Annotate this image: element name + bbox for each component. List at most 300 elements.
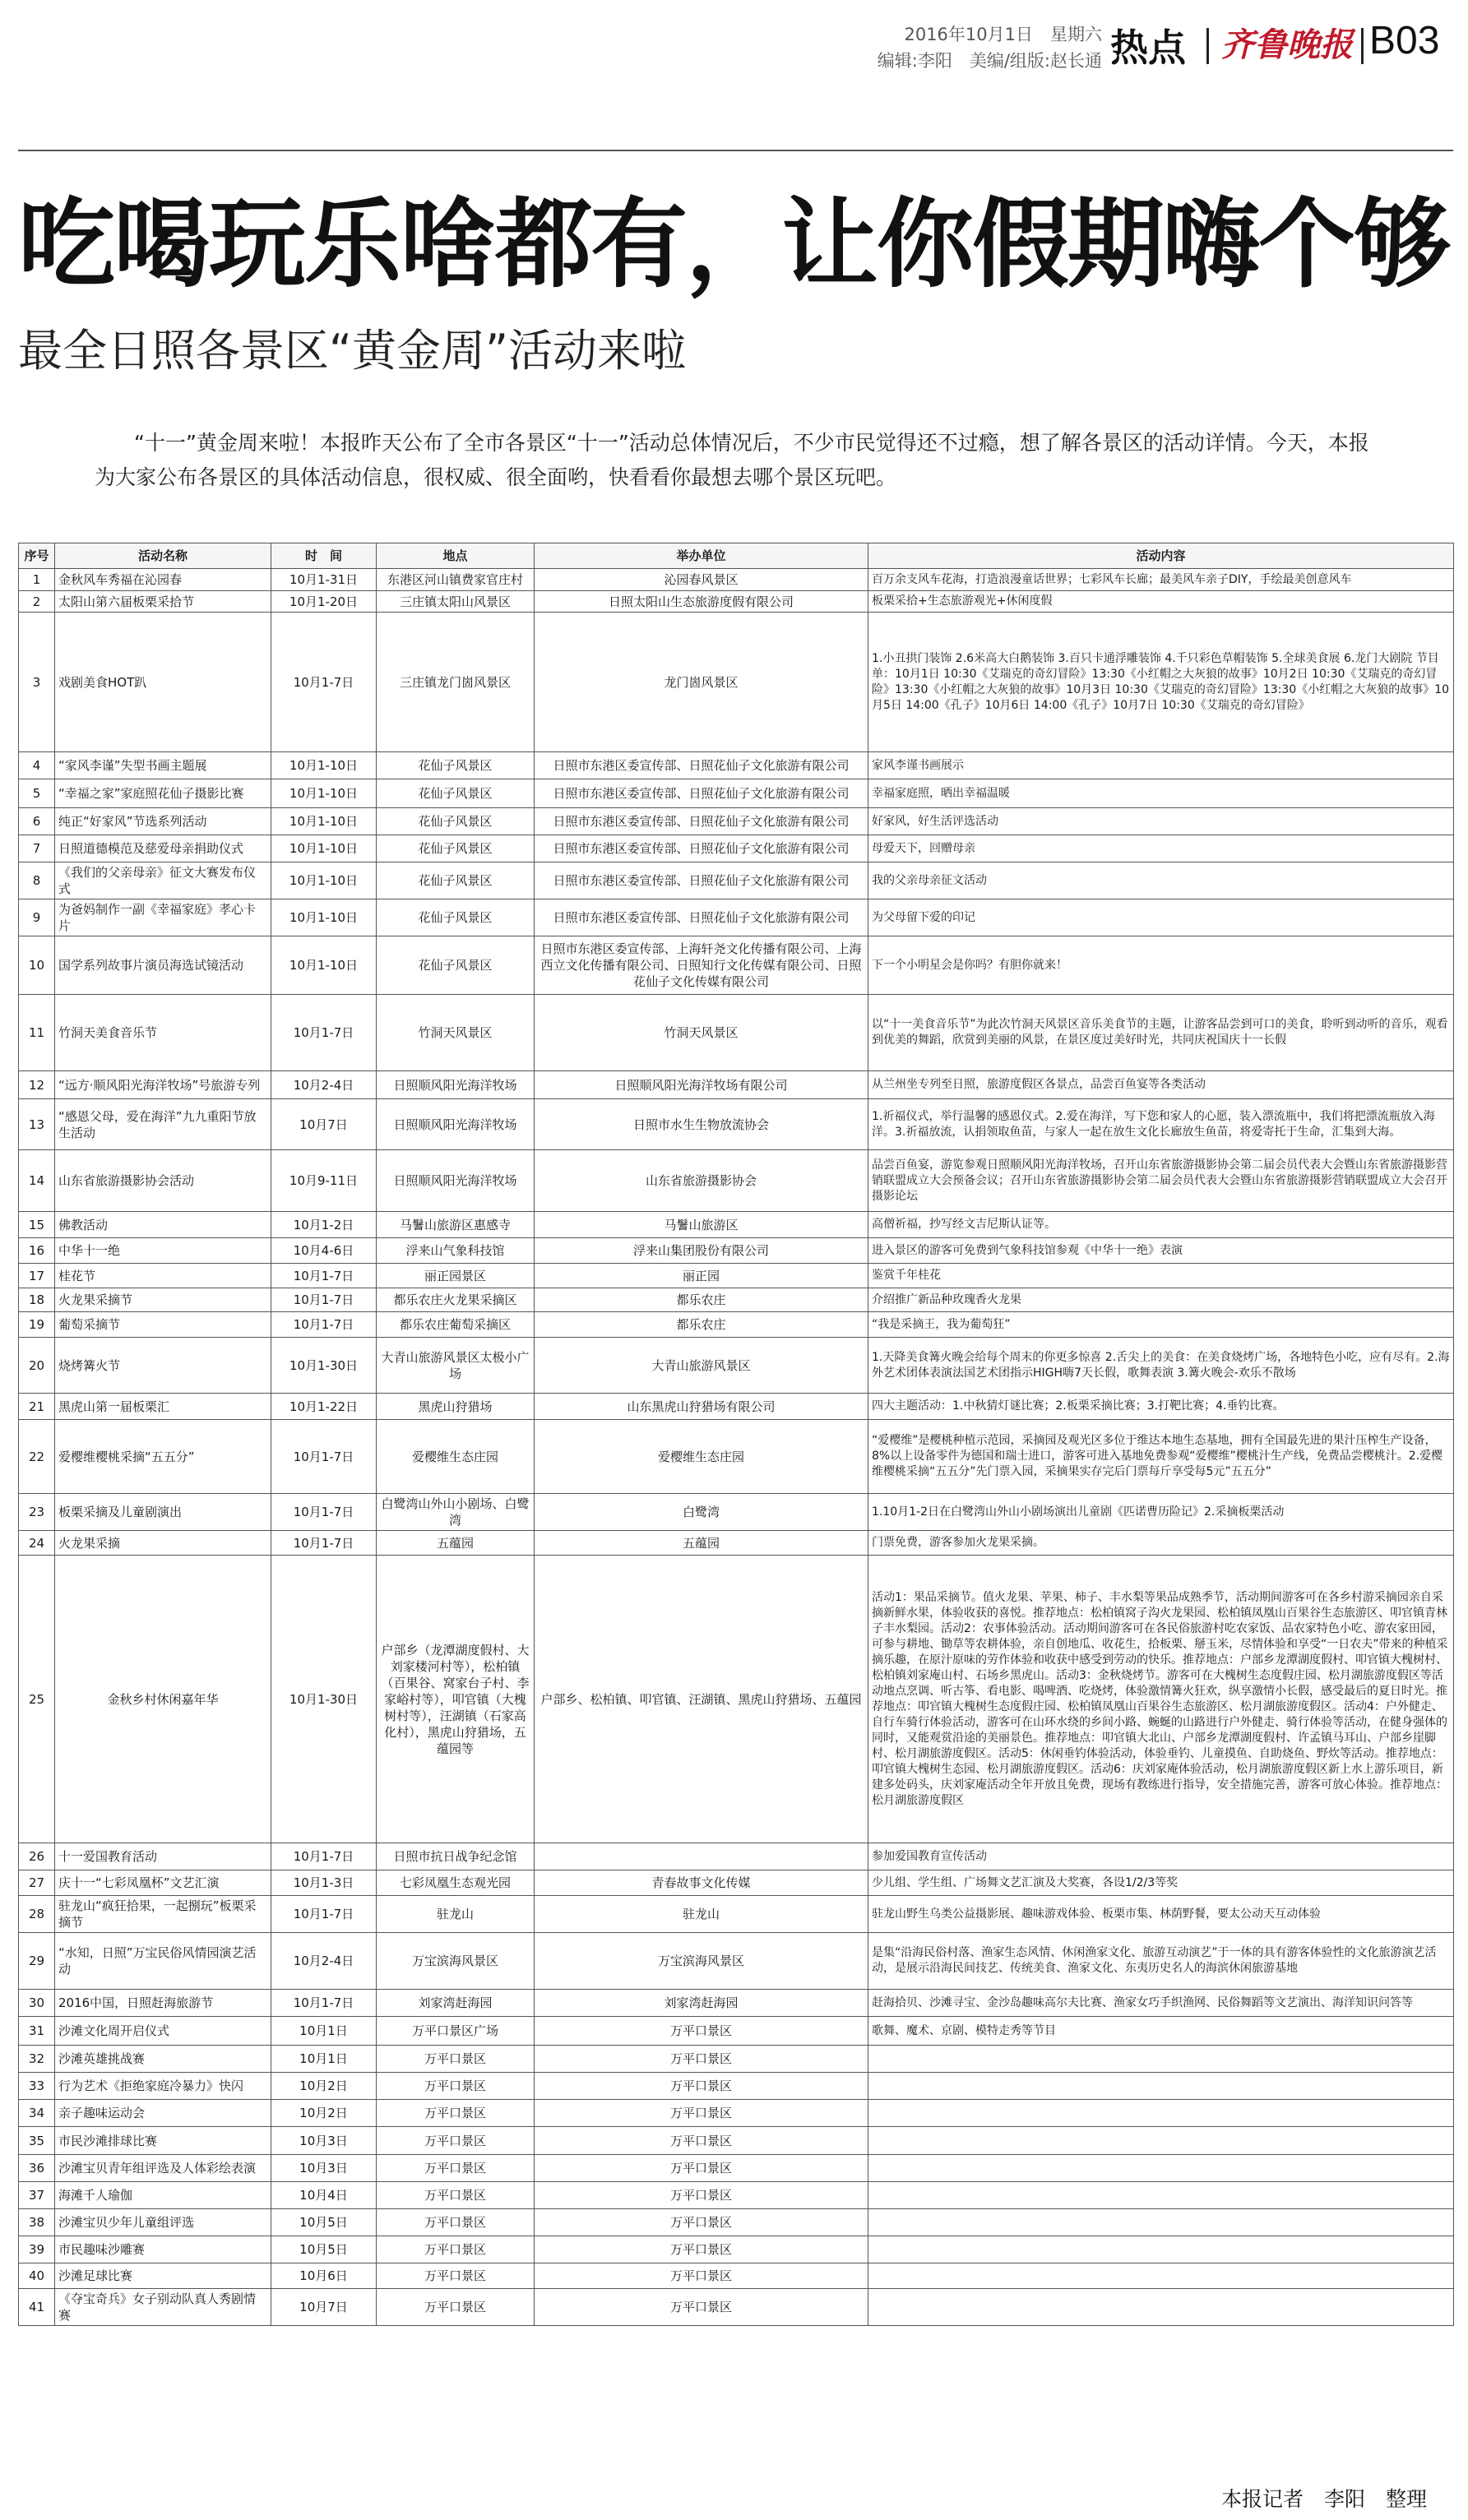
col-header-name: 活动名称 bbox=[55, 543, 271, 569]
cell-no: 40 bbox=[19, 2263, 55, 2289]
cell-activity-name: 中华十一绝 bbox=[55, 1238, 271, 1264]
cell-content: 赶海拾贝、沙滩寻宝、金沙岛趣味高尔夫比赛、渔家女巧手织渔网、民俗舞蹈等文艺演出、海洋知识问答等 bbox=[868, 1990, 1454, 2017]
cell-organizer: 爱樱维生态庄园 bbox=[535, 1420, 868, 1494]
issue-date: 2016年10月1日 星期六 bbox=[904, 25, 1102, 44]
cell-content bbox=[868, 2100, 1454, 2127]
cell-organizer: 青春故事文化传媒 bbox=[535, 1870, 868, 1896]
cell-activity-name: 行为艺术《拒绝家庭冷暴力》快闪 bbox=[55, 2073, 271, 2100]
cell-activity-name: 竹洞天美食音乐节 bbox=[55, 995, 271, 1071]
cell-organizer: 大青山旅游风景区 bbox=[535, 1338, 868, 1394]
cell-activity-name: 市民趣味沙雕赛 bbox=[55, 2236, 271, 2263]
cell-no: 30 bbox=[19, 1990, 55, 2017]
cell-organizer: 万平口景区 bbox=[535, 2209, 868, 2236]
cell-organizer: 都乐农庄 bbox=[535, 1288, 868, 1312]
cell-time: 10月1-7日 bbox=[271, 1420, 377, 1494]
cell-activity-name: 黑虎山第一届板栗汇 bbox=[55, 1394, 271, 1420]
table-row bbox=[19, 808, 1454, 835]
cell-location: 花仙子风景区 bbox=[377, 835, 535, 862]
table-row bbox=[19, 1312, 1454, 1338]
cell-content bbox=[868, 2046, 1454, 2073]
cell-time: 10月1-7日 bbox=[271, 1990, 377, 2017]
cell-location: 东港区河山镇费家官庄村 bbox=[377, 569, 535, 591]
cell-no: 32 bbox=[19, 2046, 55, 2073]
cell-location: 驻龙山 bbox=[377, 1896, 535, 1933]
cell-time: 10月6日 bbox=[271, 2263, 377, 2289]
cell-time: 10月2-4日 bbox=[271, 1071, 377, 1099]
cell-time: 10月3日 bbox=[271, 2127, 377, 2155]
cell-activity-name: 爱樱维樱桃采摘“五五分” bbox=[55, 1420, 271, 1494]
cell-time: 10月1-2日 bbox=[271, 1212, 377, 1238]
cell-content: “爱樱维”是樱桃种植示范园，采摘园及观光区多位于维达本地生态基地，拥有全国最先进的果汁压榨生产设备，8%以上设备零件为德国和瑞士进口，游客可进入基地免费参观“爱樱维”樱桃汁生产线，免费品尝樱桃汁。2.爱樱维樱桃采摘“五五分”先门票入园，采摘果实存完后门票每斤享受每5元”五五分” bbox=[868, 1420, 1454, 1494]
table-row bbox=[19, 1238, 1454, 1264]
cell-no: 24 bbox=[19, 1531, 55, 1556]
activity-table bbox=[18, 543, 1454, 2326]
cell-location: 万平口景区广场 bbox=[377, 2017, 535, 2046]
cell-time: 10月1-7日 bbox=[271, 995, 377, 1071]
table-row bbox=[19, 1556, 1454, 1843]
cell-time: 10月1-30日 bbox=[271, 1338, 377, 1394]
cell-location: 五蕴园 bbox=[377, 1531, 535, 1556]
cell-location: 爱樱维生态庄园 bbox=[377, 1420, 535, 1494]
cell-activity-name: 为爸妈制作一副《幸福家庭》孝心卡片 bbox=[55, 899, 271, 936]
cell-no: 29 bbox=[19, 1933, 55, 1990]
cell-organizer: 五蕴园 bbox=[535, 1531, 868, 1556]
table-row bbox=[19, 569, 1454, 591]
cell-no: 6 bbox=[19, 808, 55, 835]
cell-no: 15 bbox=[19, 1212, 55, 1238]
cell-location: 三庄镇龙门崮风景区 bbox=[377, 613, 535, 752]
cell-no: 38 bbox=[19, 2209, 55, 2236]
table-row bbox=[19, 1150, 1454, 1212]
cell-organizer: 日照市东港区委宣传部、日照花仙子文化旅游有限公司 bbox=[535, 835, 868, 862]
cell-activity-name: 板栗采摘及儿童剧演出 bbox=[55, 1494, 271, 1531]
cell-content bbox=[868, 2155, 1454, 2182]
cell-time: 10月1-10日 bbox=[271, 835, 377, 862]
cell-no: 22 bbox=[19, 1420, 55, 1494]
cell-organizer: 日照市东港区委宣传部、上海轩尧文化传播有限公司、上海西立文化传播有限公司、日照知行文化传媒有限公司、日照花仙子文化传媒有限公司 bbox=[535, 936, 868, 995]
cell-location: 万平口景区 bbox=[377, 2209, 535, 2236]
cell-time: 10月2-4日 bbox=[271, 1933, 377, 1990]
cell-organizer: 万宝滨海风景区 bbox=[535, 1933, 868, 1990]
cell-content: 好家风，好生活评选活动 bbox=[868, 808, 1454, 835]
cell-content bbox=[868, 2236, 1454, 2263]
cell-time: 10月1-10日 bbox=[271, 936, 377, 995]
cell-activity-name: 太阳山第六届板栗采拾节 bbox=[55, 591, 271, 613]
cell-location: 都乐农庄葡萄采摘区 bbox=[377, 1312, 535, 1338]
cell-no: 11 bbox=[19, 995, 55, 1071]
cell-time: 10月1日 bbox=[271, 2046, 377, 2073]
cell-time: 10月1-10日 bbox=[271, 752, 377, 779]
cell-activity-name: “幸福之家”家庭照花仙子摄影比赛 bbox=[55, 779, 271, 808]
cell-activity-name: “水知，日照”万宝民俗风情园演艺活动 bbox=[55, 1933, 271, 1990]
subheadline: 最全日照各景区“黄金周”活动来啦 bbox=[18, 325, 686, 377]
cell-activity-name: “家风李谨”失型书画主题展 bbox=[55, 752, 271, 779]
cell-organizer: 竹洞天风景区 bbox=[535, 995, 868, 1071]
cell-activity-name: 十一爱国教育活动 bbox=[55, 1843, 271, 1870]
cell-organizer: 日照市水生生物放流协会 bbox=[535, 1099, 868, 1150]
table-row bbox=[19, 591, 1454, 613]
cell-content: 高僧祈福，抄写经文吉尼斯认证等。 bbox=[868, 1212, 1454, 1238]
cell-organizer: 都乐农庄 bbox=[535, 1312, 868, 1338]
col-header-time: 时 间 bbox=[271, 543, 377, 569]
cell-content: 下一个小明星会是你吗？有胆你就来！ bbox=[868, 936, 1454, 995]
header-rule bbox=[18, 150, 1453, 151]
table-row bbox=[19, 1933, 1454, 1990]
table-row bbox=[19, 1531, 1454, 1556]
cell-content: “我是采摘王，我为葡萄狂” bbox=[868, 1312, 1454, 1338]
cell-no: 25 bbox=[19, 1556, 55, 1843]
cell-no: 41 bbox=[19, 2289, 55, 2326]
cell-organizer: 浮来山集团股份有限公司 bbox=[535, 1238, 868, 1264]
cell-location: 丽正园景区 bbox=[377, 1264, 535, 1288]
cell-no: 37 bbox=[19, 2182, 55, 2209]
cell-no: 8 bbox=[19, 862, 55, 899]
cell-location: 花仙子风景区 bbox=[377, 779, 535, 808]
table-row bbox=[19, 1099, 1454, 1150]
cell-organizer: 万平口景区 bbox=[535, 2289, 868, 2326]
cell-activity-name: 《夺宝奇兵》女子别动队真人秀剧情赛 bbox=[55, 2289, 271, 2326]
cell-no: 36 bbox=[19, 2155, 55, 2182]
cell-no: 1 bbox=[19, 569, 55, 591]
cell-activity-name: 烧烤篝火节 bbox=[55, 1338, 271, 1394]
cell-activity-name: 沙滩宝贝青年组评选及人体彩绘表演 bbox=[55, 2155, 271, 2182]
cell-location: 日照市抗日战争纪念馆 bbox=[377, 1843, 535, 1870]
table-row bbox=[19, 1870, 1454, 1896]
cell-content bbox=[868, 2073, 1454, 2100]
cell-organizer: 山东省旅游摄影协会 bbox=[535, 1150, 868, 1212]
cell-location: 刘家湾赶海园 bbox=[377, 1990, 535, 2017]
reporter-credit: 本报记者 李阳 整理 bbox=[1221, 2487, 1428, 2511]
cell-location: 黑虎山狩猎场 bbox=[377, 1394, 535, 1420]
cell-no: 34 bbox=[19, 2100, 55, 2127]
cell-time: 10月3日 bbox=[271, 2155, 377, 2182]
cell-activity-name: 葡萄采摘节 bbox=[55, 1312, 271, 1338]
cell-organizer: 沁园春风景区 bbox=[535, 569, 868, 591]
cell-activity-name: 2016中国，日照赶海旅游节 bbox=[55, 1990, 271, 2017]
cell-organizer: 白鹭湾 bbox=[535, 1494, 868, 1531]
cell-no: 27 bbox=[19, 1870, 55, 1896]
cell-no: 2 bbox=[19, 591, 55, 613]
cell-organizer: 万平口景区 bbox=[535, 2017, 868, 2046]
cell-content: 门票免费，游客参加火龙果采摘。 bbox=[868, 1531, 1454, 1556]
cell-location: 浮来山气象科技馆 bbox=[377, 1238, 535, 1264]
cell-organizer: 驻龙山 bbox=[535, 1896, 868, 1933]
cell-organizer: 万平口景区 bbox=[535, 2155, 868, 2182]
cell-activity-name: 山东省旅游摄影协会活动 bbox=[55, 1150, 271, 1212]
cell-location: 花仙子风景区 bbox=[377, 862, 535, 899]
cell-time: 10月1-30日 bbox=[271, 1556, 377, 1843]
cell-organizer: 刘家湾赶海园 bbox=[535, 1990, 868, 2017]
cell-location: 马鬐山旅游区惠感寺 bbox=[377, 1212, 535, 1238]
cell-organizer: 日照顺风阳光海洋牧场有限公司 bbox=[535, 1071, 868, 1099]
cell-location: 万平口景区 bbox=[377, 2127, 535, 2155]
cell-organizer: 日照市东港区委宣传部、日照花仙子文化旅游有限公司 bbox=[535, 862, 868, 899]
table-row bbox=[19, 1264, 1454, 1288]
table-row bbox=[19, 2127, 1454, 2155]
table-row bbox=[19, 752, 1454, 779]
cell-time: 10月1-10日 bbox=[271, 779, 377, 808]
cell-activity-name: 金秋风车秀福在沁园春 bbox=[55, 569, 271, 591]
cell-time: 10月1-20日 bbox=[271, 591, 377, 613]
table-row bbox=[19, 2155, 1454, 2182]
cell-no: 5 bbox=[19, 779, 55, 808]
cell-time: 10月1日 bbox=[271, 2017, 377, 2046]
cell-organizer: 日照市东港区委宣传部、日照花仙子文化旅游有限公司 bbox=[535, 808, 868, 835]
cell-no: 39 bbox=[19, 2236, 55, 2263]
table-row bbox=[19, 835, 1454, 862]
cell-content: 活动1：果品采摘节。值火龙果、苹果、柿子、丰水梨等果品成熟季节，活动期间游客可在各乡村游采摘园亲自采摘新鲜水果，体验收获的喜悦。推荐地点：松柏镇窝子沟火龙果园、松柏镇凤凰山百果谷生态旅游区、叩官镇青林子丰水梨园。活动2：农事体验活动。活动期间游客可在各民俗旅游村吃农家饭、品农家特色小吃、游农家田园，可参与耕地、锄草等农耕体验，亲自创地瓜、收花生，拾板栗、掰玉米，尽情体验和享受“一日农夫”带来的种植采摘乐趣，在原汁原味的劳作体验和收获中感受到劳动的快乐。推荐地点：户部乡龙潭湖度假村、叩官镇大槐树村、松柏镇刘家庵山村、石场乡黑虎山。活动3：金秋烧烤节。游客可在大槐树生态度假庄园、松月湖旅游度假区等活动地点烹调、听古筝、看电影、喝啤酒、吃烧烤，体验激情篝火狂欢，纵享激情小长假，感受最后的夏日时光。推荐地点：叩官镇大槐树生态度假庄园、松柏镇凤凰山百果谷生态旅游区、松月湖旅游度假区。活动4：户外健走、自行车骑行体验活动，游客可在山环水绕的乡间小路、蜿蜒的山路进行户外健走、骑行体验等活动，在健身强体的同时，又能观赏沿途的美丽景色。推荐地点：叩官镇大北山、户部乡龙潭湖度假村、许孟镇马耳山、户部乡崖脚村、松月湖旅游度假区。活动5：休闲垂钓体验活动，体验垂钓、儿童摸鱼、自助烧鱼、野炊等活动。推荐地点：叩官镇大槐树生态园、松月湖旅游度假区。活动6：庆刘家庵体验活动，松月湖旅游度假区新上水上游乐项目，新建多处码头，庆刘家庵活动全年开放且免费，现场有教练进行指导，安全措施完善，游客可放心体验。推荐地点：松月湖旅游度假区 bbox=[868, 1556, 1454, 1843]
col-header-organizer: 举办单位 bbox=[535, 543, 868, 569]
cell-location: 日照顺风阳光海洋牧场 bbox=[377, 1071, 535, 1099]
cell-content: 母爱天下，回赠母亲 bbox=[868, 835, 1454, 862]
cell-location: 户部乡（龙潭湖度假村、大刘家楼河村等），松柏镇（百果谷、窝家台子村、李家峪村等），叩官镇（大槐树村等），汪湖镇（石家高化村），黑虎山狩猎场，五蕴园等 bbox=[377, 1556, 535, 1843]
cell-content: 品尝百鱼宴，游览参观日照顺风阳光海洋牧场，召开山东省旅游摄影协会第二届会员代表大会暨山东省旅游摄影营销联盟成立大会预备会议；召开山东省旅游摄影协会第二届会员代表大会暨山东省旅游摄影营销联盟成立大会召开摄影论坛 bbox=[868, 1150, 1454, 1212]
cell-time: 10月7日 bbox=[271, 1099, 377, 1150]
col-header-content: 活动内容 bbox=[868, 543, 1454, 569]
table-row bbox=[19, 1212, 1454, 1238]
header-divider bbox=[1206, 28, 1209, 64]
cell-location: 日照顺风阳光海洋牧场 bbox=[377, 1150, 535, 1212]
cell-time: 10月1-22日 bbox=[271, 1394, 377, 1420]
cell-time: 10月1-7日 bbox=[271, 1896, 377, 1933]
cell-organizer: 山东黑虎山狩猎场有限公司 bbox=[535, 1394, 868, 1420]
cell-organizer: 龙门崮风景区 bbox=[535, 613, 868, 752]
cell-organizer: 日照市东港区委宣传部、日照花仙子文化旅游有限公司 bbox=[535, 899, 868, 936]
table-body bbox=[19, 569, 1454, 2326]
cell-content: 介绍推广新品种玫瑰香火龙果 bbox=[868, 1288, 1454, 1312]
cell-organizer: 日照市东港区委宣传部、日照花仙子文化旅游有限公司 bbox=[535, 779, 868, 808]
cell-activity-name: 火龙果采摘节 bbox=[55, 1288, 271, 1312]
cell-location: 万平口景区 bbox=[377, 2236, 535, 2263]
cell-activity-name: 沙滩文化周开启仪式 bbox=[55, 2017, 271, 2046]
activity-table-wrapper bbox=[18, 543, 1453, 2326]
table-row bbox=[19, 1896, 1454, 1933]
col-header-no: 序号 bbox=[19, 543, 55, 569]
cell-time: 10月7日 bbox=[271, 2289, 377, 2326]
cell-time: 10月1-10日 bbox=[271, 899, 377, 936]
table-row bbox=[19, 2289, 1454, 2326]
cell-content: 进入景区的游客可免费到气象科技馆参观《中华十一绝》表演 bbox=[868, 1238, 1454, 1264]
cell-content: 我的父亲母亲征文活动 bbox=[868, 862, 1454, 899]
cell-location: 万平口景区 bbox=[377, 2182, 535, 2209]
table-row bbox=[19, 2263, 1454, 2289]
cell-content: 1.小丑拱门装饰 2.6米高大白鹅装饰 3.百只卡通浮雕装饰 4.千只彩色草帽装饰 5.全球美食展 6.龙门大剧院 节目单：10月1日 10:30《艾瑞克的奇幻冒险》13:30《小红帽之大灰狼的故事》10月2日 10:30《艾瑞克的奇幻冒险》13:30《小红帽之大灰狼的故事》10月3日 10:30《艾瑞克的奇幻冒险》13:30《小红帽之大灰狼的故事》10月5日 14:00《孔子》10月6日 14:00《孔子》10月7日 10:30《艾瑞克的奇幻冒险》 bbox=[868, 613, 1454, 752]
cell-organizer: 万平口景区 bbox=[535, 2100, 868, 2127]
cell-time: 10月1-7日 bbox=[271, 613, 377, 752]
table-row bbox=[19, 779, 1454, 808]
cell-no: 16 bbox=[19, 1238, 55, 1264]
cell-activity-name: 《我们的父亲母亲》征文大赛发布仪式 bbox=[55, 862, 271, 899]
cell-no: 9 bbox=[19, 899, 55, 936]
cell-activity-name: 桂花节 bbox=[55, 1264, 271, 1288]
cell-content: 四大主题活动：1.中秋猜灯谜比赛；2.板栗采摘比赛；3.打靶比赛；4.垂钓比赛。 bbox=[868, 1394, 1454, 1420]
cell-activity-name: 纯正“好家风”节选系列活动 bbox=[55, 808, 271, 835]
cell-content bbox=[868, 2182, 1454, 2209]
cell-time: 10月1-7日 bbox=[271, 1312, 377, 1338]
cell-location: 日照顺风阳光海洋牧场 bbox=[377, 1099, 535, 1150]
cell-no: 35 bbox=[19, 2127, 55, 2155]
cell-time: 10月2日 bbox=[271, 2100, 377, 2127]
cell-content: 以“十一美食音乐节”为此次竹洞天风景区音乐美食节的主题，让游客品尝到可口的美食，聆听到动听的音乐，观看到优美的舞蹈，欣赏到美丽的风景，在景区度过美好时光，共同庆祝国庆十一长假 bbox=[868, 995, 1454, 1071]
col-header-place: 地点 bbox=[377, 543, 535, 569]
cell-location: 竹洞天风景区 bbox=[377, 995, 535, 1071]
table-row bbox=[19, 2017, 1454, 2046]
cell-content: 从兰州坐专列至日照，旅游度假区各景点，品尝百鱼宴等各类活动 bbox=[868, 1071, 1454, 1099]
cell-no: 23 bbox=[19, 1494, 55, 1531]
cell-organizer: 万平口景区 bbox=[535, 2236, 868, 2263]
cell-no: 26 bbox=[19, 1843, 55, 1870]
table-row bbox=[19, 1843, 1454, 1870]
cell-no: 14 bbox=[19, 1150, 55, 1212]
cell-no: 31 bbox=[19, 2017, 55, 2046]
table-row bbox=[19, 613, 1454, 752]
cell-location: 花仙子风景区 bbox=[377, 899, 535, 936]
cell-no: 19 bbox=[19, 1312, 55, 1338]
table-row bbox=[19, 2182, 1454, 2209]
cell-content: 1.祈福仪式，举行温馨的感恩仪式。2.爱在海洋，写下您和家人的心愿，装入漂流瓶中，我们将把漂流瓶放入海洋。3.祈福放流，认捐领取鱼苗，与家人一起在放生文化长廊放生鱼苗，将爱寄托于生命，汇集到大海。 bbox=[868, 1099, 1454, 1150]
cell-no: 20 bbox=[19, 1338, 55, 1394]
newspaper-logo bbox=[1217, 20, 1357, 66]
cell-organizer: 万平口景区 bbox=[535, 2046, 868, 2073]
table-row bbox=[19, 2209, 1454, 2236]
cell-content bbox=[868, 2209, 1454, 2236]
cell-content: 少儿组、学生组、广场舞文艺汇演及大奖赛，各设1/2/3等奖 bbox=[868, 1870, 1454, 1896]
cell-activity-name: 佛教活动 bbox=[55, 1212, 271, 1238]
cell-location: 大青山旅游风景区太极小广场 bbox=[377, 1338, 535, 1394]
cell-location: 都乐农庄火龙果采摘区 bbox=[377, 1288, 535, 1312]
cell-content: 驻龙山野生乌类公益摄影展、趣味游戏体验、板栗市集、林荫野餐，要太公动天互动体验 bbox=[868, 1896, 1454, 1933]
cell-activity-name: 日照道德模范及慈爱母亲捐助仪式 bbox=[55, 835, 271, 862]
cell-time: 10月4日 bbox=[271, 2182, 377, 2209]
cell-location: 万宝滨海风景区 bbox=[377, 1933, 535, 1990]
cell-location: 万平口景区 bbox=[377, 2046, 535, 2073]
table-row bbox=[19, 862, 1454, 899]
cell-no: 21 bbox=[19, 1394, 55, 1420]
cell-content: 幸福家庭照，晒出幸福温暖 bbox=[868, 779, 1454, 808]
cell-activity-name: 国学系列故事片演员海选试镜活动 bbox=[55, 936, 271, 995]
cell-no: 4 bbox=[19, 752, 55, 779]
cell-no: 13 bbox=[19, 1099, 55, 1150]
cell-content bbox=[868, 2289, 1454, 2326]
cell-organizer: 户部乡、松柏镇、叩官镇、汪湖镇、黑虎山狩猎场、五蕴园 bbox=[535, 1556, 868, 1843]
cell-activity-name: 庆十一“七彩凤凰杯”文艺汇演 bbox=[55, 1870, 271, 1896]
cell-time: 10月4-6日 bbox=[271, 1238, 377, 1264]
header-divider bbox=[1361, 28, 1364, 64]
cell-organizer: 万平口景区 bbox=[535, 2073, 868, 2100]
cell-content: 1.天降美食篝火晚会给每个周末的你更多惊喜 2.舌尖上的美食：在美食烧烤广场，各地特色小吃，应有尽有。2.海外艺术团体表演法国艺术团指示HIGH嗨7天长假，歌舞表演 3.篝火晚会-欢乐不散场 bbox=[868, 1338, 1454, 1394]
cell-activity-name: “远方·顺风阳光海洋牧场”号旅游专列 bbox=[55, 1071, 271, 1099]
cell-time: 10月2日 bbox=[271, 2073, 377, 2100]
cell-content: 家风李谨书画展示 bbox=[868, 752, 1454, 779]
cell-organizer bbox=[535, 1843, 868, 1870]
cell-time: 10月1-3日 bbox=[271, 1870, 377, 1896]
cell-content: 歌舞、魔术、京剧、模特走秀等节目 bbox=[868, 2017, 1454, 2046]
table-row bbox=[19, 2046, 1454, 2073]
cell-location: 万平口景区 bbox=[377, 2100, 535, 2127]
cell-time: 10月1-7日 bbox=[271, 1843, 377, 1870]
cell-time: 10月1-7日 bbox=[271, 1494, 377, 1531]
table-row bbox=[19, 1494, 1454, 1531]
cell-organizer: 马鬐山旅游区 bbox=[535, 1212, 868, 1238]
cell-content bbox=[868, 2263, 1454, 2289]
headline: 吃喝玩乐啥都有，让你假期嗨个够 bbox=[18, 187, 1450, 301]
cell-location: 万平口景区 bbox=[377, 2155, 535, 2182]
cell-organizer: 万平口景区 bbox=[535, 2182, 868, 2209]
cell-no: 3 bbox=[19, 613, 55, 752]
cell-time: 10月1-7日 bbox=[271, 1531, 377, 1556]
cell-no: 10 bbox=[19, 936, 55, 995]
cell-content: 鉴赏千年桂花 bbox=[868, 1264, 1454, 1288]
cell-activity-name: 驻龙山“疯狂拾果，一起捌玩”板栗采摘节 bbox=[55, 1896, 271, 1933]
cell-activity-name: 亲子趣味运动会 bbox=[55, 2100, 271, 2127]
table-row bbox=[19, 1990, 1454, 2017]
table-row bbox=[19, 2073, 1454, 2100]
cell-activity-name: “感恩父母，爱在海洋”九九重阳节放生活动 bbox=[55, 1099, 271, 1150]
cell-content: 是集“沿海民俗村落、渔家生态风情、休闲渔家文化、旅游互动演艺”于一体的具有游客体验性的文化旅游演艺活动，是展示沿海民间技艺、传统美食、渔家文化、东夷历史名人的海滨休闲旅游基地 bbox=[868, 1933, 1454, 1990]
table-row bbox=[19, 995, 1454, 1071]
editor-credits: 编辑:李阳 美编/组版:赵长通 bbox=[877, 51, 1102, 71]
cell-location: 七彩凤凰生态观光园 bbox=[377, 1870, 535, 1896]
cell-no: 18 bbox=[19, 1288, 55, 1312]
table-row bbox=[19, 1338, 1454, 1394]
cell-organizer: 日照市东港区委宣传部、日照花仙子文化旅游有限公司 bbox=[535, 752, 868, 779]
cell-time: 10月5日 bbox=[271, 2209, 377, 2236]
table-row bbox=[19, 899, 1454, 936]
cell-activity-name: 金秋乡村休闲嘉年华 bbox=[55, 1556, 271, 1843]
cell-time: 10月9-11日 bbox=[271, 1150, 377, 1212]
cell-time: 10月1-31日 bbox=[271, 569, 377, 591]
section-title: 热点 bbox=[1110, 25, 1186, 70]
cell-content: 板栗采拾+生态旅游观光+休闲度假 bbox=[868, 591, 1454, 613]
cell-location: 三庄镇太阳山风景区 bbox=[377, 591, 535, 613]
cell-activity-name: 沙滩宝贝少年儿童组评选 bbox=[55, 2209, 271, 2236]
intro-paragraph: “十一”黄金周来啦！本报昨天公布了全市各景区“十一”活动总体情况后，不少市民觉得还不过瘾，想了解各景区的活动详情。今天，本报为大家公布各景区的具体活动信息，很权威、很全面哟，快看看你最想去哪个景区玩吧。 bbox=[95, 431, 1369, 489]
cell-activity-name: 戏剧美食HOT趴 bbox=[55, 613, 271, 752]
cell-no: 33 bbox=[19, 2073, 55, 2100]
cell-time: 10月1-7日 bbox=[271, 1264, 377, 1288]
cell-organizer: 万平口景区 bbox=[535, 2127, 868, 2155]
cell-activity-name: 沙滩英雄挑战赛 bbox=[55, 2046, 271, 2073]
cell-organizer: 日照太阳山生态旅游度假有限公司 bbox=[535, 591, 868, 613]
table-row bbox=[19, 1071, 1454, 1099]
cell-no: 7 bbox=[19, 835, 55, 862]
cell-time: 10月1-10日 bbox=[271, 808, 377, 835]
cell-location: 万平口景区 bbox=[377, 2263, 535, 2289]
cell-no: 12 bbox=[19, 1071, 55, 1099]
cell-organizer: 万平口景区 bbox=[535, 2263, 868, 2289]
cell-no: 28 bbox=[19, 1896, 55, 1933]
table-row bbox=[19, 1394, 1454, 1420]
cell-content bbox=[868, 2127, 1454, 2155]
cell-location: 花仙子风景区 bbox=[377, 936, 535, 995]
table-row bbox=[19, 1288, 1454, 1312]
cell-content: 参加爱国教育宣传活动 bbox=[868, 1843, 1454, 1870]
table-row bbox=[19, 1420, 1454, 1494]
cell-activity-name: 市民沙滩排球比赛 bbox=[55, 2127, 271, 2155]
cell-organizer: 丽正园 bbox=[535, 1264, 868, 1288]
cell-content: 为父母留下爱的印记 bbox=[868, 899, 1454, 936]
table-header-row bbox=[19, 543, 1454, 569]
cell-content: 百万余支风车花海，打造浪漫童话世界；七彩风车长廊；最美风车亲子DIY，手绘最美创意风车 bbox=[868, 569, 1454, 591]
cell-content: 1.10月1-2日在白鹭湾山外山小剧场演出儿童剧《匹诺曹历险记》2.采摘板栗活动 bbox=[868, 1494, 1454, 1531]
cell-time: 10月5日 bbox=[271, 2236, 377, 2263]
page-number: B03 bbox=[1369, 19, 1440, 62]
cell-location: 花仙子风景区 bbox=[377, 752, 535, 779]
cell-location: 万平口景区 bbox=[377, 2289, 535, 2326]
cell-activity-name: 沙滩足球比赛 bbox=[55, 2263, 271, 2289]
cell-time: 10月1-10日 bbox=[271, 862, 377, 899]
cell-activity-name: 火龙果采摘 bbox=[55, 1531, 271, 1556]
